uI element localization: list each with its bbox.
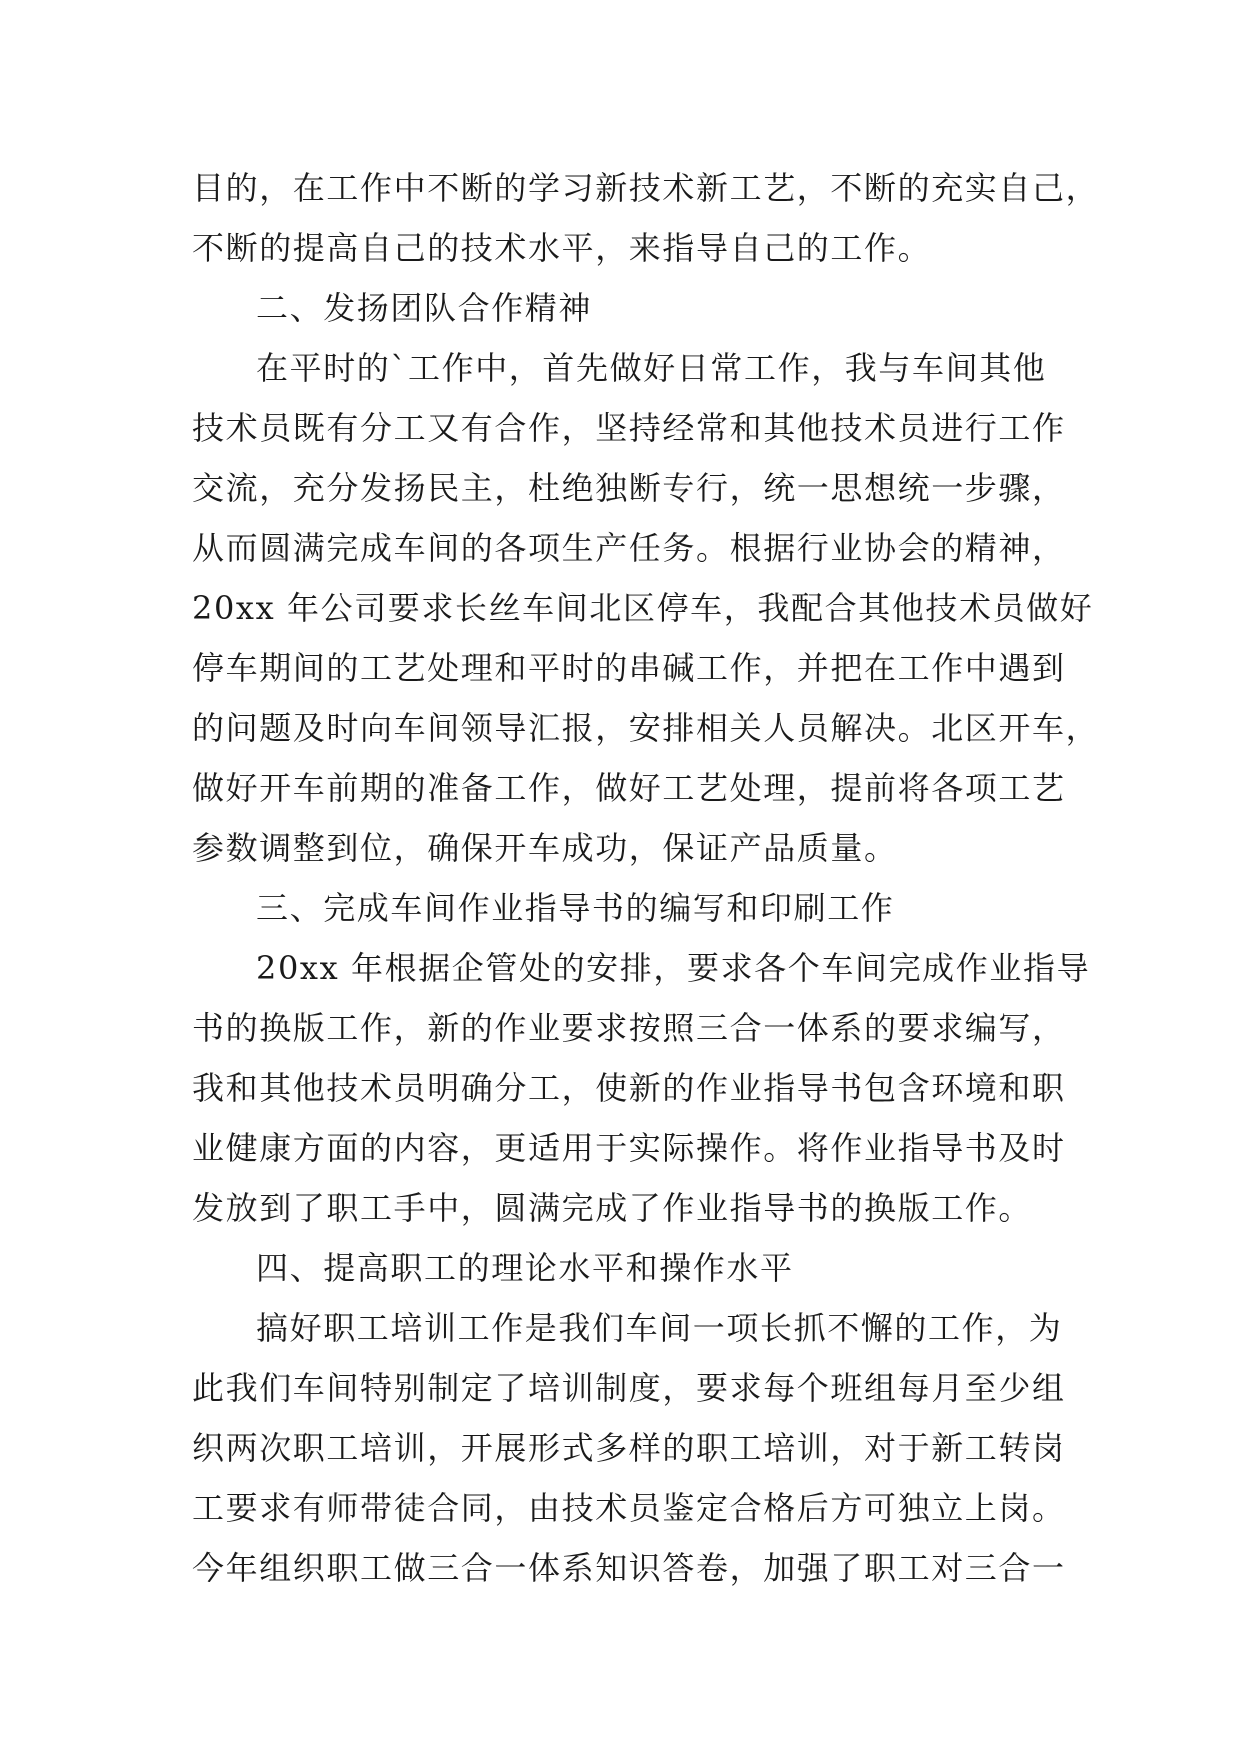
text-line: 20xx 年根据企管处的安排，要求各个车间完成作业指导 xyxy=(256,949,1091,987)
text-line: 工要求有师带徒合同，由技术员鉴定合格后方可独立上岗。 xyxy=(192,1489,1066,1527)
text-line: 不断的提高自己的技术水平，来指导自己的工作。 xyxy=(192,229,932,267)
text-line: 此我们车间特别制定了培训制度，要求每个班组每月至少组 xyxy=(192,1369,1066,1407)
text-line: 业健康方面的内容，更适用于实际操作。将作业指导书及时 xyxy=(192,1129,1066,1167)
text-line: 搞好职工培训工作是我们车间一项长抓不懈的工作，为 xyxy=(256,1309,1063,1347)
text-line: 参数调整到位，确保开车成功，保证产品质量。 xyxy=(192,829,898,867)
text-line: 技术员既有分工又有合作，坚持经常和其他技术员进行工作 xyxy=(192,409,1066,447)
text-line: 我和其他技术员明确分工，使新的作业指导书包含环境和职 xyxy=(192,1069,1066,1107)
text-line: 书的换版工作，新的作业要求按照三合一体系的要求编写， xyxy=(192,1009,1066,1047)
text-line: 发放到了职工手中，圆满完成了作业指导书的换版工作。 xyxy=(192,1189,1033,1227)
text-line: 今年组织职工做三合一体系知识答卷，加强了职工对三合一 xyxy=(192,1549,1066,1587)
section-heading: 二、发扬团队合作精神 xyxy=(256,289,593,327)
section-heading: 三、完成车间作业指导书的编写和印刷工作 xyxy=(256,889,895,927)
text-line: 交流，充分发扬民主，杜绝独断专行，统一思想统一步骤， xyxy=(192,469,1066,507)
text-line: 织两次职工培训，开展形式多样的职工培训，对于新工转岗 xyxy=(192,1429,1066,1467)
text-line: 做好开车前期的准备工作，做好工艺处理，提前将各项工艺 xyxy=(192,769,1066,807)
text-line: 目的，在工作中不断的学习新技术新工艺，不断的充实自己， xyxy=(192,169,1100,207)
text-line: 停车期间的工艺处理和平时的串碱工作，并把在工作中遇到 xyxy=(192,649,1066,687)
text-line: 从而圆满完成车间的各项生产任务。根据行业协会的精神， xyxy=(192,529,1066,567)
text-line: 在平时的`工作中，首先做好日常工作，我与车间其他 xyxy=(256,349,1047,387)
text-line: 的问题及时向车间领导汇报，安排相关人员解决。北区开车， xyxy=(192,709,1100,747)
document-body xyxy=(192,158,1100,1598)
section-heading: 四、提高职工的理论水平和操作水平 xyxy=(256,1249,794,1287)
text-line: 20xx 年公司要求长丝车间北区停车，我配合其他技术员做好 xyxy=(192,589,1094,627)
